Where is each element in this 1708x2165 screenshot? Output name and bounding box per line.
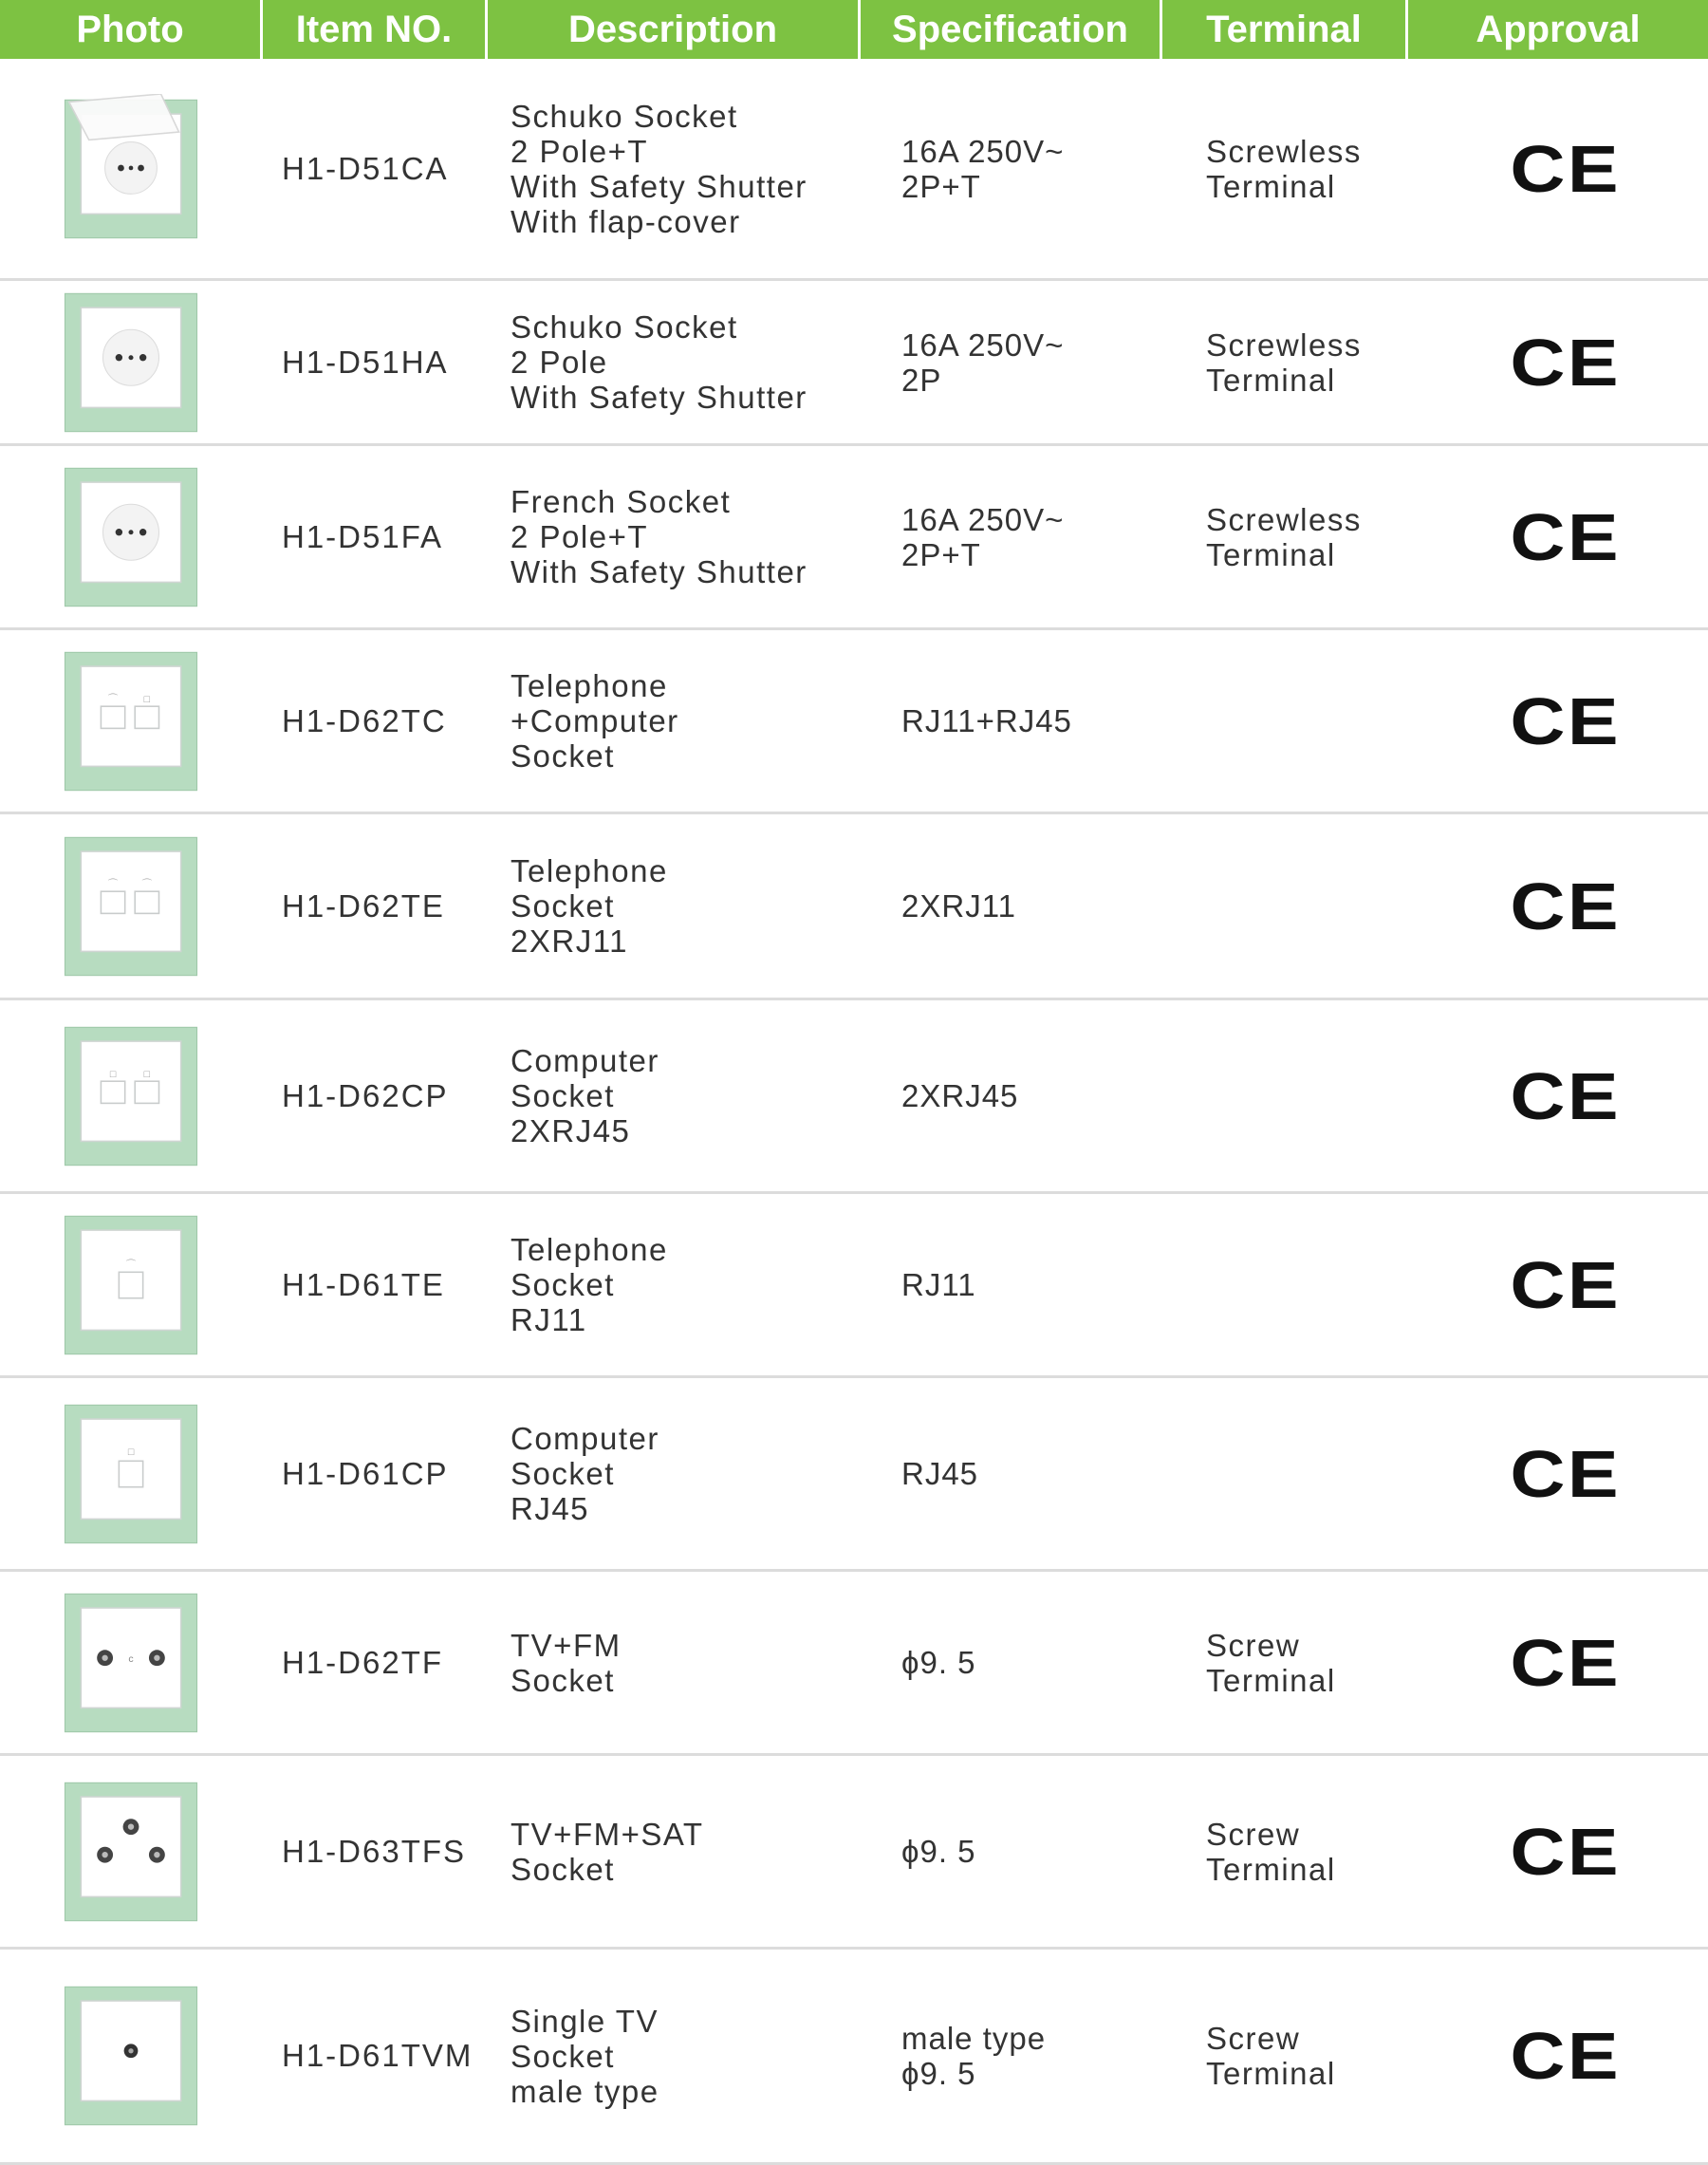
terminal bbox=[1206, 281, 1453, 443]
description-line: TV+FM+SAT bbox=[511, 1816, 704, 1852]
terminal bbox=[1206, 1572, 1453, 1753]
telephone-socket-icon bbox=[61, 1210, 201, 1360]
product-photo bbox=[0, 1950, 261, 2162]
specification bbox=[901, 1000, 1186, 1191]
description-line: Single TV bbox=[511, 2003, 659, 2039]
approval-label: CE bbox=[1510, 2019, 1622, 2093]
description bbox=[511, 1950, 852, 2162]
svg-text:⌒: ⌒ bbox=[141, 878, 152, 890]
product-photo bbox=[0, 1756, 261, 1947]
item-number: H1-D62TF bbox=[282, 1644, 444, 1680]
terminal-line: Terminal bbox=[1206, 1851, 1336, 1887]
svg-text:□: □ bbox=[127, 1446, 134, 1458]
table-row bbox=[0, 281, 1708, 446]
specification bbox=[901, 1572, 1186, 1753]
description-line: 2XRJ45 bbox=[511, 1113, 631, 1148]
specification bbox=[901, 1194, 1186, 1375]
description bbox=[511, 1756, 852, 1947]
description-line: 2 Pole+T bbox=[511, 519, 648, 554]
approval-label: CE bbox=[1510, 868, 1622, 943]
product-photo bbox=[0, 281, 261, 443]
terminal-line: Screw bbox=[1206, 2021, 1301, 2056]
specification bbox=[901, 281, 1186, 443]
svg-text:⌒: ⌒ bbox=[107, 878, 118, 890]
description-line: 2XRJ11 bbox=[511, 924, 628, 959]
terminal bbox=[1206, 1756, 1453, 1947]
schuko-socket-flap-cover-icon bbox=[61, 94, 201, 244]
table-header bbox=[0, 0, 1708, 59]
tv-fm-sat-socket-icon bbox=[61, 1777, 201, 1927]
specification-line: 2P+T bbox=[901, 168, 981, 204]
ce-mark-icon bbox=[1442, 1756, 1689, 1947]
approval-label: CE bbox=[1510, 1625, 1622, 1700]
specification-line: RJ45 bbox=[901, 1456, 979, 1491]
header-item-no: Item NO. bbox=[263, 0, 488, 59]
ce-mark-icon bbox=[1442, 1572, 1689, 1753]
description bbox=[511, 630, 852, 812]
description-line: RJ11 bbox=[511, 1302, 587, 1337]
terminal bbox=[1206, 1194, 1453, 1375]
specification bbox=[901, 1378, 1186, 1569]
header-photo: Photo bbox=[0, 0, 263, 59]
description-line: Computer bbox=[511, 1043, 659, 1078]
terminal-line: Terminal bbox=[1206, 362, 1336, 398]
terminal-line: Screwless bbox=[1206, 501, 1362, 537]
terminal-line: Terminal bbox=[1206, 2056, 1336, 2091]
description bbox=[511, 814, 852, 998]
description bbox=[511, 281, 852, 443]
item-number: H1-D63TFS bbox=[282, 1833, 467, 1869]
description-line: male type bbox=[511, 2073, 659, 2109]
specification bbox=[901, 1756, 1186, 1947]
specification-line: 2XRJ11 bbox=[901, 888, 1016, 924]
specification-line: RJ11 bbox=[901, 1267, 976, 1302]
product-photo bbox=[0, 814, 261, 998]
header-terminal: Terminal bbox=[1162, 0, 1408, 59]
table-row bbox=[0, 630, 1708, 814]
description bbox=[511, 1572, 852, 1753]
description-line: Socket bbox=[511, 1456, 615, 1491]
approval-label: CE bbox=[1510, 1814, 1622, 1889]
table-row bbox=[0, 1950, 1708, 2165]
terminal bbox=[1206, 1378, 1453, 1569]
svg-text:⌒: ⌒ bbox=[125, 1259, 136, 1271]
specification bbox=[901, 1950, 1186, 2162]
specification-line: 2P bbox=[901, 362, 942, 398]
description bbox=[511, 1000, 852, 1191]
ce-mark-icon bbox=[1442, 59, 1689, 278]
description-line: Telephone bbox=[511, 1232, 668, 1267]
description-line: Socket bbox=[511, 1662, 615, 1698]
ce-mark-icon bbox=[1442, 1000, 1689, 1191]
specification bbox=[901, 814, 1186, 998]
header-approval: Approval bbox=[1476, 8, 1641, 50]
product-photo bbox=[0, 1000, 261, 1191]
description-line: Telephone bbox=[511, 668, 668, 703]
item-number: H1-D61CP bbox=[282, 1455, 449, 1491]
specification-line: ϕ9. 5 bbox=[901, 1645, 976, 1680]
specification bbox=[901, 59, 1186, 278]
approval-label: CE bbox=[1510, 131, 1622, 206]
svg-text:□: □ bbox=[143, 693, 150, 705]
description-line: Computer bbox=[511, 1421, 659, 1456]
terminal bbox=[1206, 1000, 1453, 1191]
terminal-line: Screwless bbox=[1206, 327, 1362, 363]
table-row bbox=[0, 1756, 1708, 1950]
terminal-line: Terminal bbox=[1206, 536, 1336, 572]
terminal-line: Terminal bbox=[1206, 1662, 1336, 1698]
description-line: Socket bbox=[511, 738, 615, 774]
terminal bbox=[1206, 630, 1453, 812]
terminal bbox=[1206, 1950, 1453, 2162]
description-line: With Safety Shutter bbox=[511, 380, 808, 415]
description bbox=[511, 1378, 852, 1569]
description-line: RJ45 bbox=[511, 1491, 590, 1526]
terminal bbox=[1206, 59, 1453, 278]
double-telephone-socket-icon bbox=[61, 831, 201, 981]
description-line: Socket bbox=[511, 1267, 615, 1302]
item-number: H1-D62TC bbox=[282, 702, 447, 738]
item-number: H1-D61TVM bbox=[282, 2038, 473, 2073]
ce-mark-icon bbox=[1442, 1194, 1689, 1375]
approval-label: CE bbox=[1510, 325, 1622, 400]
ce-mark-icon bbox=[1442, 1378, 1689, 1569]
description-line: 2 Pole bbox=[511, 345, 608, 380]
ce-mark-icon bbox=[1442, 446, 1689, 627]
svg-text:□: □ bbox=[143, 1068, 150, 1080]
table-row bbox=[0, 1572, 1708, 1756]
description-line: Schuko Socket bbox=[511, 98, 738, 134]
table-row bbox=[0, 814, 1708, 1000]
specification-line: 16A 250V~ bbox=[901, 327, 1065, 363]
item-number: H1-D61TE bbox=[282, 1266, 445, 1302]
product-photo bbox=[0, 1194, 261, 1375]
item-number: H1-D51HA bbox=[282, 344, 449, 380]
approval-label: CE bbox=[1510, 683, 1622, 758]
approval-label: CE bbox=[1510, 1436, 1622, 1511]
description-line: French Socket bbox=[511, 484, 732, 519]
description-line: With Safety Shutter bbox=[511, 554, 808, 589]
description-line: Telephone bbox=[511, 853, 668, 888]
product-photo bbox=[0, 1378, 261, 1569]
approval-label: CE bbox=[1510, 499, 1622, 574]
approval-label: CE bbox=[1510, 1058, 1622, 1133]
terminal-line: Screw bbox=[1206, 1627, 1301, 1663]
product-photo bbox=[0, 59, 261, 278]
description-line: Schuko Socket bbox=[511, 309, 738, 345]
terminal-line: Screwless bbox=[1206, 133, 1362, 169]
description-line: Socket bbox=[511, 2038, 615, 2074]
ce-mark-icon bbox=[1442, 630, 1689, 812]
product-photo bbox=[0, 630, 261, 812]
description bbox=[511, 59, 852, 278]
description-line: Socket bbox=[511, 888, 615, 924]
description bbox=[511, 446, 852, 627]
item-number: H1-D51FA bbox=[282, 518, 444, 554]
table-row bbox=[0, 1194, 1708, 1378]
description-line: With flap-cover bbox=[511, 203, 741, 239]
single-tv-socket-icon bbox=[61, 1981, 201, 2131]
item-number: H1-D62TE bbox=[282, 887, 445, 924]
description-line: Socket bbox=[511, 1078, 615, 1113]
terminal bbox=[1206, 814, 1453, 998]
product-photo bbox=[0, 446, 261, 627]
specification-line: 2P+T bbox=[901, 536, 981, 572]
double-computer-socket-icon bbox=[61, 1021, 201, 1171]
specification-line: 16A 250V~ bbox=[901, 133, 1065, 169]
description-line: With Safety Shutter bbox=[511, 168, 808, 204]
tv-fm-socket-icon bbox=[61, 1588, 201, 1738]
terminal-line: Screw bbox=[1206, 1816, 1301, 1852]
terminal bbox=[1206, 446, 1453, 627]
specification-line: male type bbox=[901, 2021, 1047, 2056]
specification bbox=[901, 630, 1186, 812]
specification-line: 2XRJ45 bbox=[901, 1078, 1019, 1113]
terminal-line: Terminal bbox=[1206, 168, 1336, 204]
ce-mark-icon bbox=[1442, 814, 1689, 998]
description bbox=[511, 1194, 852, 1375]
header-specification: Specification bbox=[861, 0, 1162, 59]
specification-line: 16A 250V~ bbox=[901, 501, 1065, 537]
table-row bbox=[0, 59, 1708, 281]
table-row bbox=[0, 446, 1708, 630]
french-socket-icon bbox=[61, 462, 201, 612]
telephone-computer-socket-icon bbox=[61, 646, 201, 796]
approval-label: CE bbox=[1510, 1247, 1622, 1322]
computer-socket-icon bbox=[61, 1399, 201, 1549]
item-number: H1-D51CA bbox=[282, 150, 449, 186]
table-row bbox=[0, 1378, 1708, 1572]
ce-mark-icon bbox=[1442, 1950, 1689, 2162]
description-line: +Computer bbox=[511, 703, 679, 738]
specification-line: ϕ9. 5 bbox=[901, 2056, 976, 2091]
svg-text:□: □ bbox=[109, 1068, 116, 1080]
schuko-socket-icon bbox=[61, 288, 201, 438]
specification-line: ϕ9. 5 bbox=[901, 1834, 976, 1869]
ce-mark-icon bbox=[1442, 281, 1689, 443]
product-photo bbox=[0, 1572, 261, 1753]
description-line: 2 Pole+T bbox=[511, 133, 648, 169]
svg-text:c: c bbox=[127, 1652, 134, 1665]
item-number: H1-D62CP bbox=[282, 1077, 449, 1113]
header-description: Description bbox=[488, 0, 861, 59]
description-line: Socket bbox=[511, 1851, 615, 1887]
description-line: TV+FM bbox=[511, 1627, 622, 1663]
table-row bbox=[0, 1000, 1708, 1194]
specification bbox=[901, 446, 1186, 627]
svg-text:⌒: ⌒ bbox=[107, 693, 118, 705]
specification-line: RJ11+RJ45 bbox=[901, 703, 1072, 738]
